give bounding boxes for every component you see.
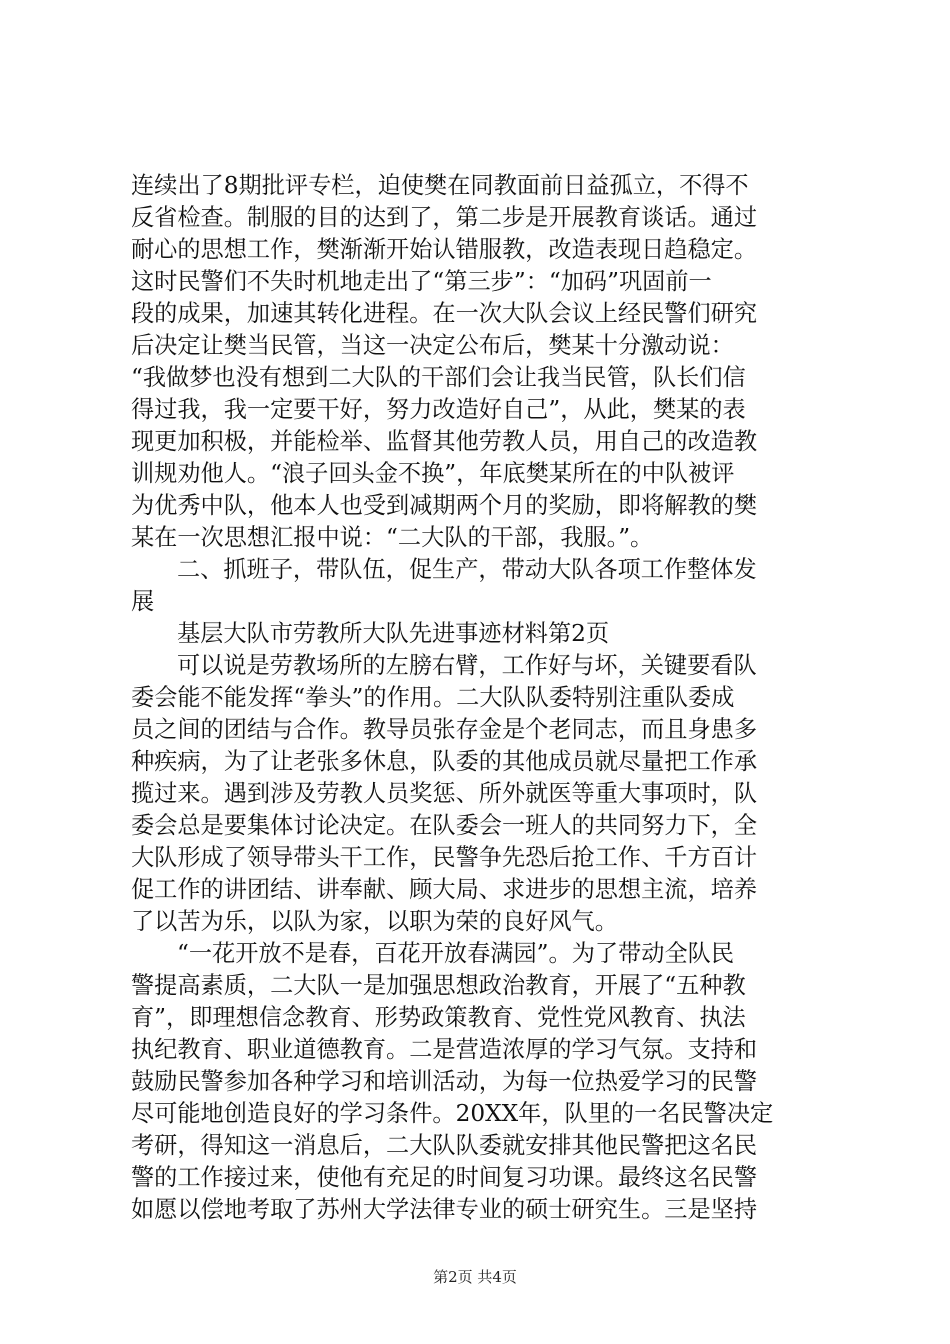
text-line: 连续出了8期批评专栏，迫使樊在同教面前日益孤立，不得不	[131, 172, 749, 199]
text-line: 为优秀中队，他本人也受到减期两个月的奖励，即将解教的樊	[131, 492, 758, 519]
text-line: 后决定让樊当民管，当这一决定公布后，樊某十分激动说：	[131, 332, 734, 359]
page-title-line: 基层大队市劳教所大队先进事迹材料第2页	[177, 620, 610, 647]
text-line: 某在一次思想汇报中说：“二大队的干部，我服。”。	[131, 524, 654, 551]
text-line: 尽可能地创造良好的学习条件。20XX年，队里的一名民警决定	[131, 1100, 774, 1127]
text-line: 委会能不能发挥“拳头”的作用。二大队队委特别注重队委成	[131, 684, 735, 711]
text-line: 大队形成了领导带头干工作，民警争先恐后抢工作、千方百计	[131, 844, 758, 871]
text-line: 执纪教育、职业道德教育。二是营造浓厚的学习气氛。支持和	[131, 1036, 758, 1063]
text-line: “一花开放不是春，百花开放春满园”。为了带动全队民	[177, 940, 735, 967]
text-line: 委会总是要集体讨论决定。在队委会一班人的共同努力下，全	[131, 812, 758, 839]
text-line: 促工作的讲团结、讲奉献、顾大局、求进步的思想主流，培养	[131, 876, 758, 903]
text-line: 了以苦为乐，以队为家，以职为荣的良好风气。	[131, 908, 618, 935]
text-line: 反省检查。制服的目的达到了，第二步是开展教育谈话。通过	[131, 204, 758, 231]
text-line: 考研，得知这一消息后，二大队队委就安排其他民警把这名民	[131, 1132, 758, 1159]
text-line: 警的工作接过来，使他有充足的时间复习功课。最终这名民警	[131, 1164, 758, 1191]
text-line: 种疾病，为了让老张多休息，队委的其他成员就尽量把工作承	[131, 748, 758, 775]
text-line: 鼓励民警参加各种学习和培训活动，为每一位热爱学习的民警	[131, 1068, 758, 1095]
text-line: 段的成果，加速其转化进程。在一次大队会议上经民警们研究	[131, 300, 758, 327]
section-heading-line: 展	[131, 588, 155, 615]
text-line: 可以说是劳教场所的左膀右臂，工作好与坏，关键要看队	[177, 652, 757, 679]
section-heading-line: 二、抓班子，带队伍，促生产，带动大队各项工作整体发	[177, 556, 757, 583]
text-line: 如愿以偿地考取了苏州大学法律专业的硕士研究生。三是坚持	[131, 1196, 758, 1223]
text-line: 员之间的团结与合作。教导员张存金是个老同志，而且身患多	[131, 716, 758, 743]
text-line: 育”，即理想信念教育、形势政策教育、党性党风教育、执法	[131, 1004, 746, 1031]
text-line: 耐心的思想工作，樊渐渐开始认错服教，改造表现日趋稳定。	[131, 236, 758, 263]
page-number-footer: 第2页 共4页	[433, 1268, 517, 1286]
text-line: “我做梦也没有想到二大队的干部们会让我当民管，队长们信	[131, 364, 746, 391]
document-body	[131, 170, 831, 1226]
text-line: 揽过来。遇到涉及劳教人员奖惩、所外就医等重大事项时，队	[131, 780, 758, 807]
text-line: 现更加积极，并能检举、监督其他劳教人员，用自己的改造教	[131, 428, 758, 455]
text-line: 得过我，我一定要干好，努力改造好自己”，从此，樊某的表	[131, 396, 746, 423]
text-line: 训规劝他人。“浪子回头金不换”，年底樊某所在的中队被评	[131, 460, 735, 487]
text-line: 警提高素质，二大队一是加强思想政治教育，开展了“五种教	[131, 972, 746, 999]
text-line: 这时民警们不失时机地走出了“第三步”：“加码”巩固前一	[131, 268, 712, 295]
